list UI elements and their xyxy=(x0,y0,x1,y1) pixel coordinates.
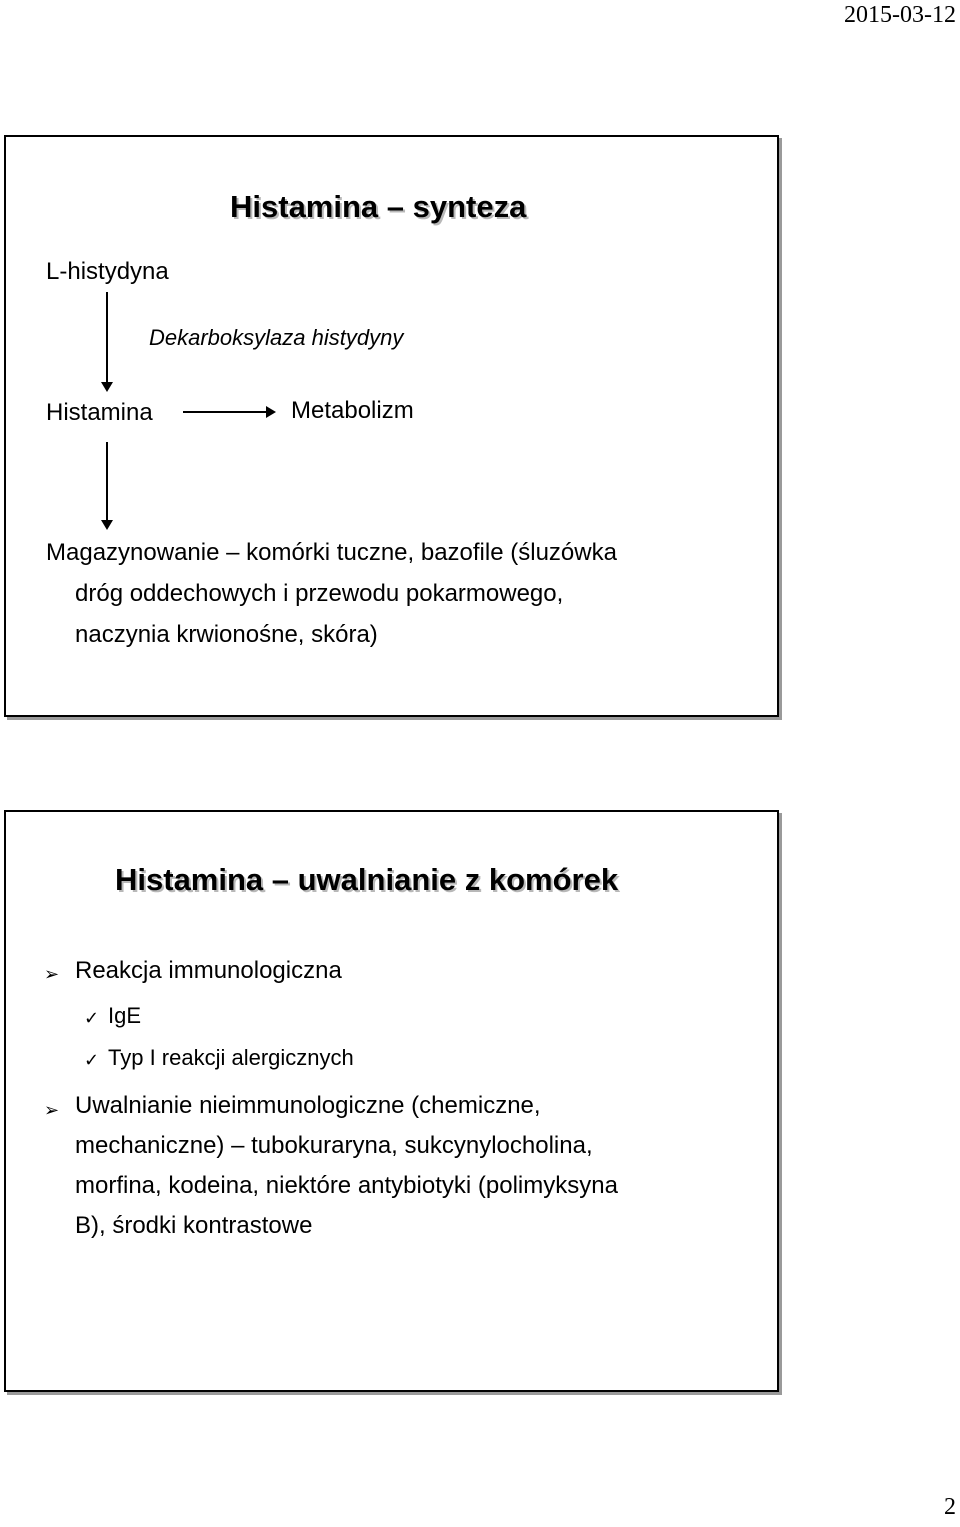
node-histidine: L-histydyna xyxy=(46,258,169,285)
arrow-down-icon xyxy=(106,442,108,522)
storage-line-2: dróg oddechowych i przewodu pokarmowego, xyxy=(75,580,564,607)
header-date: 2015-03-12 xyxy=(844,2,956,28)
slide-title: Histamina – synteza xyxy=(230,189,527,224)
sub-item-ige: IgE xyxy=(108,1003,142,1028)
bullet-arrow-icon: ➢ xyxy=(44,964,60,984)
bullet-nonimmunological-line-2: mechaniczne) – tubokuraryna, sukcynylocholina, xyxy=(75,1132,593,1159)
bullet-nonimmunological-line-3: morfina, kodeina, niektóre antybiotyki (polimyksyna xyxy=(75,1172,618,1199)
bullet-nonimmunological-line-4: B), środki kontrastowe xyxy=(75,1212,313,1239)
sub-item-type-i: Typ I reakcji alergicznych xyxy=(108,1045,354,1070)
enzyme-label: Dekarboksylaza histydyny xyxy=(149,325,404,350)
checkmark-icon: ✓ xyxy=(84,1050,100,1070)
bullet-immunological: Reakcja immunologiczna xyxy=(75,957,342,984)
slide-title: Histamina – uwalnianie z komórek xyxy=(115,862,619,897)
slide-release xyxy=(4,810,779,1392)
arrow-down-icon xyxy=(106,292,108,384)
storage-line-1: Magazynowanie – komórki tuczne, bazofile (śluzówka xyxy=(46,539,617,566)
bullet-nonimmunological-line-1: Uwalnianie nieimmunologiczne (chemiczne, xyxy=(75,1092,541,1119)
checkmark-icon: ✓ xyxy=(84,1008,100,1028)
page-number: 2 xyxy=(944,1494,956,1520)
node-metabolism: Metabolizm xyxy=(291,397,414,424)
storage-line-3: naczynia krwionośne, skóra) xyxy=(75,621,378,648)
arrow-right-icon xyxy=(183,411,268,413)
slide-synthesis xyxy=(4,135,779,717)
bullet-arrow-icon: ➢ xyxy=(44,1100,60,1120)
node-histamine: Histamina xyxy=(46,399,153,426)
